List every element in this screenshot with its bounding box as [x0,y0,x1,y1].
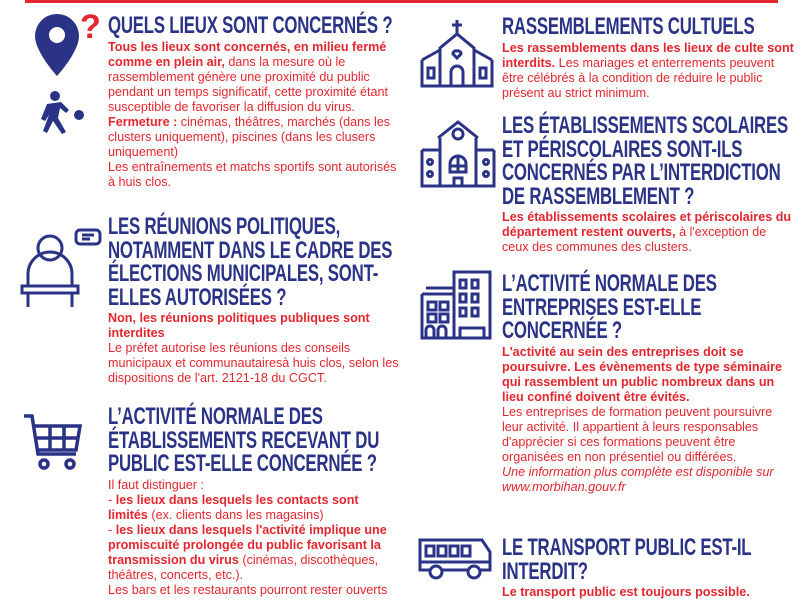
speaker-podium-icon [18,226,103,308]
text: cinémas, théâtres, marchés (dans les clusters uniquement), piscines (dans les clusers uniquement) [108,114,391,159]
section-title: L’ACTIVITÉ NORMALE DES ÉTABLISSEMENTS RECEVANT DU PUBLIC EST-ELLE CONCERNÉE ? [108,403,380,477]
section-rassemblements-cultuels [502,15,800,101]
bold-text: Tous les lieux sont concernés, en milieu fermé comme en plein air, [108,39,387,69]
paragraph [502,585,794,600]
text: Les entreprises de formation peuvent poursuivre leur activité. Il appartient à leurs responsables d'apprécier si ces formations peuvent être organisées en non présentiel ou différées. [502,404,773,464]
section-title: LE TRANSPORT PUBLIC EST-IL INTERDIT? [502,534,752,585]
svg-text:?: ? [80,8,101,46]
paragraph [502,405,794,465]
section-body [502,41,794,101]
section-body [108,311,400,386]
text: - [108,492,116,507]
paragraph [502,465,794,495]
text: Les mariages et enterrements peuvent être célébrés à la condition de réduire le public présent au strict minimum. [502,55,775,100]
football-player-icon [35,90,85,140]
bold-text: Les établissements scolaires et périscolaires du département restent ouverts, [502,210,792,239]
paragraph [502,345,794,405]
text: Il faut distinguer : [108,477,204,492]
section-transport-public [502,536,800,600]
section-body [108,478,400,598]
section-title: QUELS LIEUX SONT CONCERNÉS ? [108,12,393,39]
bold-text: Fermeture : [108,114,178,129]
paragraph [108,115,400,160]
location-question-icon [30,8,110,78]
bold-text: les lieux dans lesquels l'activité implique une promiscuité prolongée du public favorisant la transmission du virus [108,522,387,567]
text: Les entraînements et matchs sportifs sont autorisés à huis clos. [108,159,397,189]
section-reunions-politiques [108,215,528,386]
bold-text: Non, les réunions politiques publiques sont interdites [108,311,370,340]
section-body [502,210,794,255]
top-divider [25,0,778,3]
text: (cinémas, discothèques, théâtres, concerts, etc.). [108,552,379,582]
paragraph [108,40,400,115]
section-title: LES ÉTABLISSEMENTS SCOLAIRES ET PÉRISCOLAIRES SONT-ILS CONCERNÉS PAR L’INTERDICTION DE RASSEMBLEMENT ? [502,112,788,210]
section-title: L’ACTIVITÉ NORMALE DES ENTREPRISES EST-ELLE CONCERNÉE ? [502,270,717,344]
text: Le préfet autorise les réunions des conseils municipaux et communautairesà huis clos, selon les dispositions de l'art. 2121-18 du CGCT. [108,341,399,385]
section-body [502,345,794,495]
text: (ex. clients dans les magasins) [147,507,324,522]
bold-text: les lieux dans lesquels les contacts sont limités [108,492,359,522]
section-body [502,585,794,600]
paragraph [108,478,400,493]
paragraph [108,311,400,341]
shopping-cart-icon [22,412,84,474]
paragraph [108,160,400,190]
paragraph [108,493,400,523]
text: - [108,522,116,537]
paragraph [502,210,794,255]
bold-text: L'activité au sein des entreprises doit se poursuivre. Les évènements de type séminaire qui rassemblent un public nombreux dans un lieu confiné doivent être évités. [502,344,782,404]
text: dans la mesure où le rassemblement génère une proximité du public pendant un temps significatif, cette proximité étant susceptible de favoriser la diffusion du virus. [108,54,389,114]
section-etablissements-scolaires [502,114,800,255]
section-title: RASSEMBLEMENTS CULTUELS [502,13,755,40]
section-entreprises [502,272,800,495]
paragraph [502,41,794,101]
section-title: LES RÉUNIONS POLITIQUES, NOTAMMENT DANS LE CADRE DES ÉLECTIONS MUNICIPALES, SONT-ELLES AUTORISÉES ? [108,213,393,311]
bold-text: Les rassemblements dans les lieux de culte sont interdits. [502,40,794,70]
text: Les bars et les restaurants pourront rester ouverts [108,582,388,597]
section-body [108,40,400,190]
text: à l'exception de ceux des communes des clusters. [502,225,767,254]
bold-text: Le transport public est toujours possible. [502,585,750,599]
section-lieux [108,14,528,190]
section-erp [108,405,528,598]
paragraph [108,341,400,386]
paragraph [108,583,400,598]
paragraph [108,523,400,583]
text: Une information plus complète est disponible sur www.morbihan.gouv.fr [502,464,774,494]
